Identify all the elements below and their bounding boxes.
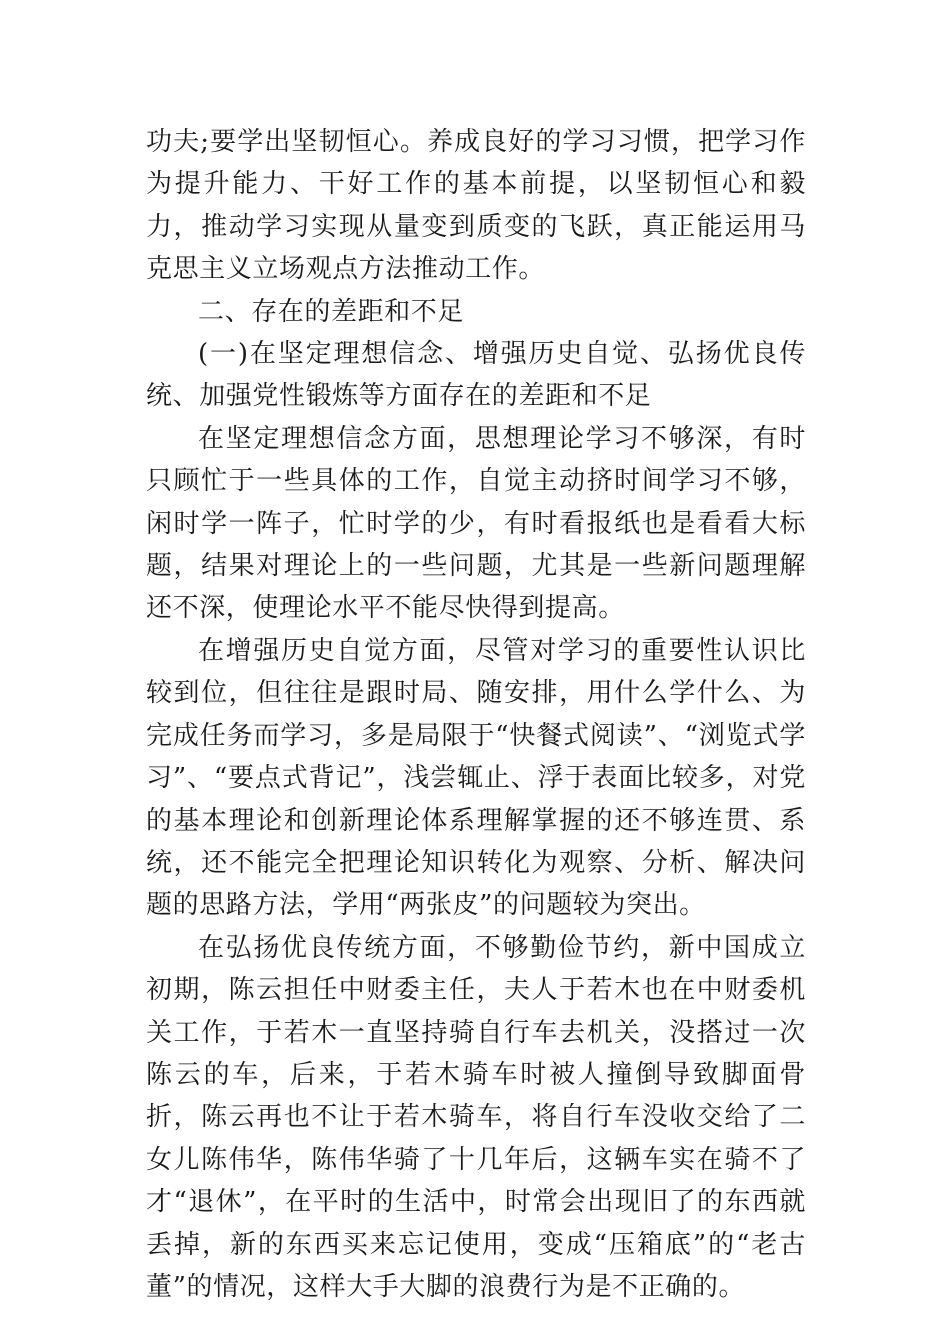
subsection-heading-ideals: (一)在坚定理想信念、增强历史自觉、弘扬优良传统、加强党性锻炼等方面存在的差距和不足 [146,339,806,412]
section-heading-gaps: 二、存在的差距和不足 [198,296,465,327]
document-body [146,121,806,1308]
paragraph-ideals-faith: 在坚定理想信念方面，思想理论学习不够深，有时只顾忙于一些具体的工作，自觉主动挤时间学习不够，闲时学一阵子，忙时学的少，有时看报纸也是看看大标题，结果对理论上的一些问题，尤其是一些新问题理解还不深，使理论水平不能尽快得到提高。 [146,423,806,624]
paragraph-fine-traditions: 在弘扬优良传统方面，不够勤俭节约，新中国成立初期，陈云担任中财委主任，夫人于若木也在中财委机关工作，于若木一直坚持骑自行车去机关，没搭过一次陈云的车，后来，于若木骑车时被人撞倒导致脚面骨折，陈云再也不让于若木骑车，将自行车没收交给了二女儿陈伟华，陈伟华骑了十几年后，这辆车实在骑不了才“退休”，在平时的生活中，时常会出现旧了的东西就丢掉，新的东西买来忘记使用，变成“压箱底”的“老古董”的情况，这样大手大脚的浪费行为是不正确的。 [146,932,806,1302]
paragraph-historical-awareness: 在增强历史自觉方面，尽管对学习的重要性认识比较到位，但往往是跟时局、随安排，用什么学什么、为完成任务而学习，多是局限于“快餐式阅读”、“浏览式学习”、“要点式背记”，浅尝辄止、浮于表面比较多，对党的基本理论和创新理论体系理解掌握的还不够连贯、系统，还不能完全把理论知识转化为观察、分析、解决问题的思路方法，学用“两张皮”的问题较为突出。 [146,635,806,921]
paragraph-study-perseverance: 功夫;要学出坚韧恒心。养成良好的学习习惯，把学习作为提升能力、干好工作的基本前提，以坚韧恒心和毅力，推动学习实现从量变到质变的飞跃，真正能运用马克思主义立场观点方法推动工作。 [146,127,806,285]
